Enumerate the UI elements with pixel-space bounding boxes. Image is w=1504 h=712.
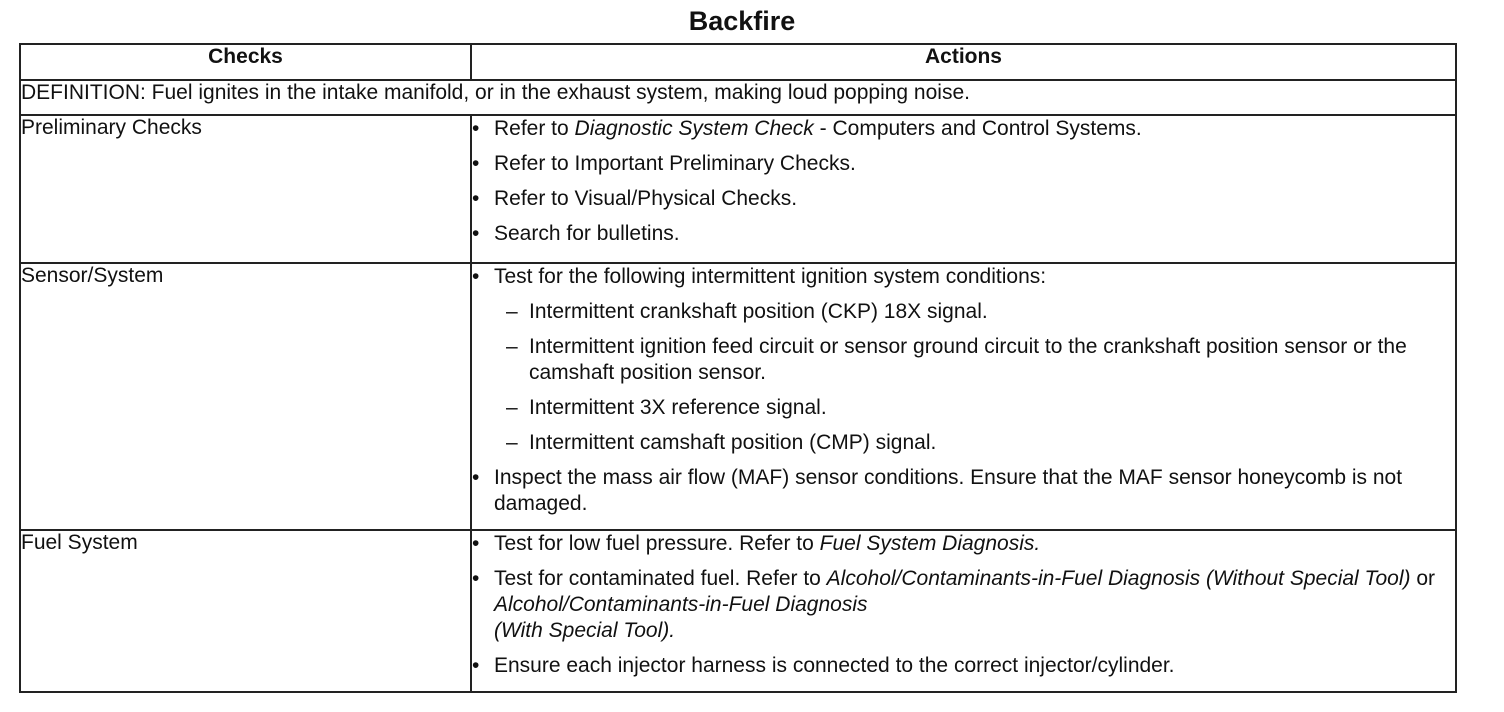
sub-text: Intermittent 3X reference signal. [529, 396, 827, 419]
action-text-mid: or [1410, 567, 1435, 590]
check-label: Preliminary Checks [20, 115, 471, 263]
sub-text: Intermittent ignition feed circuit or sensor ground circuit to the crankshaft position sensor or the camshaft position sensor. [529, 335, 1407, 384]
table-row [20, 530, 1456, 692]
definition-row [20, 80, 1456, 115]
action-text: Search for bulletins. [494, 222, 680, 245]
action-text-pre: Refer to [494, 117, 575, 140]
check-label: Sensor/System [20, 263, 471, 530]
header-checks: Checks [20, 44, 471, 80]
definition-text: DEFINITION: Fuel ignites in the intake manifold, or in the exhaust system, making loud popping noise. [20, 80, 1456, 115]
action-text: Refer to Visual/Physical Checks. [494, 187, 798, 210]
bullet-icon: • [472, 117, 480, 140]
action-text-italic: Diagnostic System Check [574, 117, 814, 140]
actions-cell [471, 530, 1456, 692]
diagnosis-table [19, 43, 1457, 693]
action-text-pre: Test for contaminated fuel. Refer to [494, 567, 827, 590]
action-item [472, 465, 1455, 517]
sub-text: Intermittent crankshaft position (CKP) 18X signal. [529, 300, 988, 323]
dash-icon: – [506, 431, 518, 454]
bullet-icon: • [472, 532, 480, 555]
action-item [472, 221, 1455, 247]
table-row [20, 263, 1456, 530]
sub-item [472, 395, 1455, 421]
dash-icon: – [506, 335, 518, 358]
action-item [472, 151, 1455, 177]
action-text-italic: (With Special Tool). [494, 619, 676, 642]
action-text-italic: Alcohol/Contaminants-in-Fuel Diagnosis (Without Special Tool) [826, 567, 1411, 590]
action-text: Refer to Important Preliminary Checks. [494, 152, 856, 175]
action-text-pre: Test for low fuel pressure. Refer to [494, 532, 820, 555]
action-item [472, 653, 1455, 679]
actions-cell [471, 115, 1456, 263]
table-header-row [20, 44, 1456, 80]
page-title: Backfire [688, 6, 796, 36]
action-item [472, 566, 1455, 644]
action-text-post: - Computers and Control Systems. [813, 117, 1142, 140]
dash-icon: – [506, 396, 518, 419]
bullet-icon: • [472, 567, 480, 590]
sub-text: Intermittent camshaft position (CMP) signal. [529, 431, 937, 454]
action-text: Test for the following intermittent ignition system conditions: [494, 265, 1047, 288]
bullet-icon: • [472, 152, 480, 175]
actions-cell [471, 263, 1456, 530]
bullet-icon: • [472, 466, 480, 489]
table-row [20, 115, 1456, 263]
bullet-icon: • [472, 187, 480, 210]
action-text-italic: Fuel System Diagnosis. [819, 532, 1041, 555]
action-text: Ensure each injector harness is connected to the correct injector/cylinder. [494, 654, 1175, 677]
action-text-italic: Alcohol/Contaminants-in-Fuel Diagnosis [494, 593, 868, 616]
sub-item [472, 299, 1455, 325]
action-item [472, 116, 1455, 142]
header-actions: Actions [471, 44, 1456, 80]
action-item [472, 531, 1455, 557]
action-item [472, 264, 1455, 456]
bullet-icon: • [472, 222, 480, 245]
sub-item [472, 334, 1455, 386]
bullet-icon: • [472, 654, 480, 677]
action-item [472, 186, 1455, 212]
action-text: Inspect the mass air flow (MAF) sensor conditions. Ensure that the MAF sensor honeycomb is not damaged. [494, 466, 1403, 515]
bullet-icon: • [472, 265, 480, 288]
check-label: Fuel System [20, 530, 471, 692]
sub-item [472, 430, 1455, 456]
dash-icon: – [506, 300, 518, 323]
